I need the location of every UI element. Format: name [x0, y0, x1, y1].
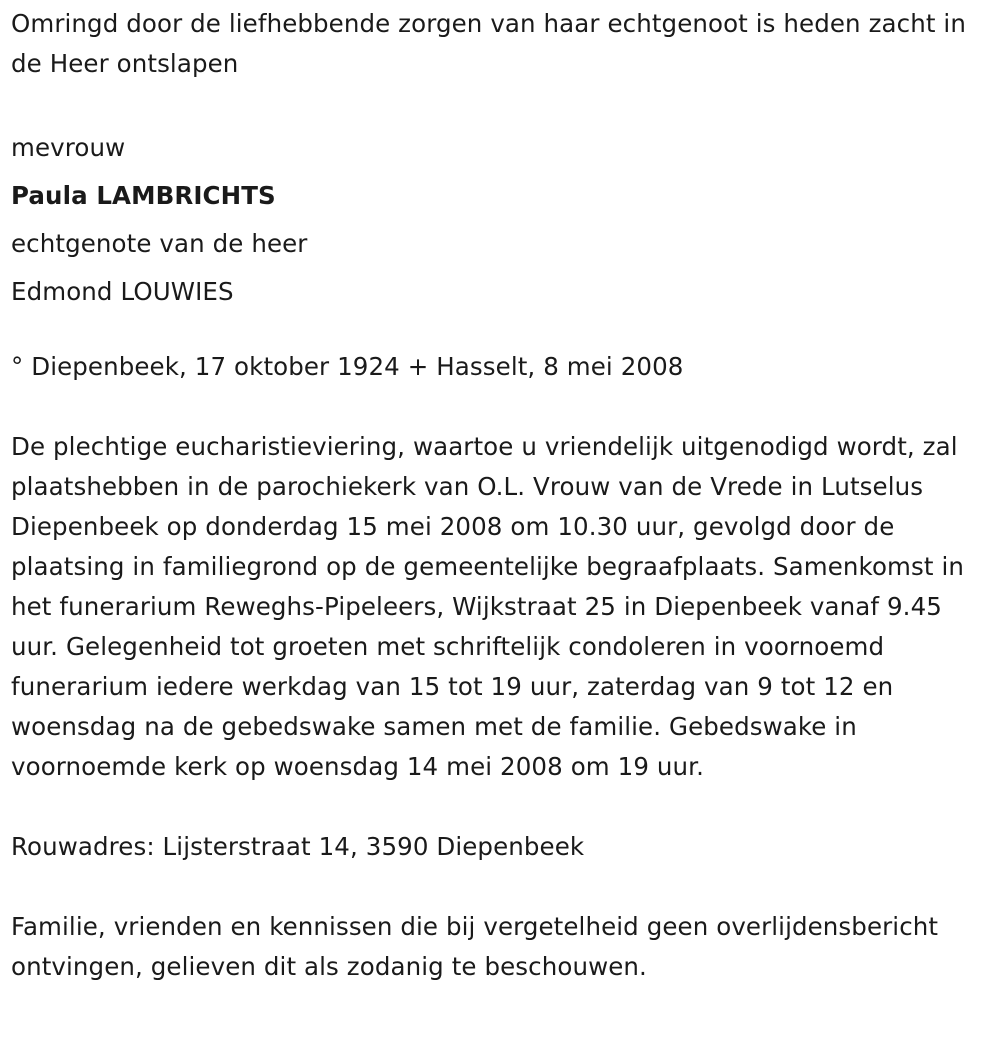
obituary-notice	[11, 4, 996, 987]
spacer	[11, 867, 996, 907]
spacer	[11, 787, 996, 827]
spacer	[11, 84, 996, 124]
deceased-name: Paula LAMBRICHTS	[11, 181, 276, 210]
spouse-name: Edmond LOUWIES	[11, 277, 234, 306]
mourning-address: Rouwadres: Lijsterstraat 14, 3590 Diepenbeek	[11, 832, 585, 861]
birth-death-dates: ° Diepenbeek, 17 oktober 1924 + Hasselt, 8 mei 2008	[11, 352, 684, 381]
spacer	[11, 316, 996, 347]
spacer	[11, 387, 996, 427]
intro-text: Omringd door de liefhebbende zorgen van haar echtgenoot is heden zacht in de Heer ontslapen	[11, 9, 966, 78]
relation-text: echtgenote van de heer	[11, 229, 308, 258]
title-text: mevrouw	[11, 133, 126, 162]
ceremony-text: De plechtige eucharistieviering, waartoe u vriendelijk uitgenodigd wordt, zal plaatshebben in de parochiekerk van O.L. Vrouw van de Vrede in Lutselus Diepenbeek op donderdag 15 mei 2008 om 10.30 uur, gevolgd door de plaatsing in familiegrond op de gemeentelijke begraafplaats. Samenkomst in het funerarium Reweghs-Pipeleers, Wijkstraat 25 in Diepenbeek vanaf 9.45 uur. Gelegenheid tot groeten met schriftelijk condoleren in voornoemd funerarium iedere werkdag van 15 tot 19 uur, zaterdag van 9 tot 12 en woensdag na de gebedswake samen met de familie. Gebedswake in voornoemde kerk op woensdag 14 mei 2008 om 19 uur.	[11, 432, 965, 781]
closing-text: Familie, vrienden en kennissen die bij vergetelheid geen overlijdensbericht ontvingen, gelieven dit als zodanig te beschouwen.	[11, 912, 939, 981]
